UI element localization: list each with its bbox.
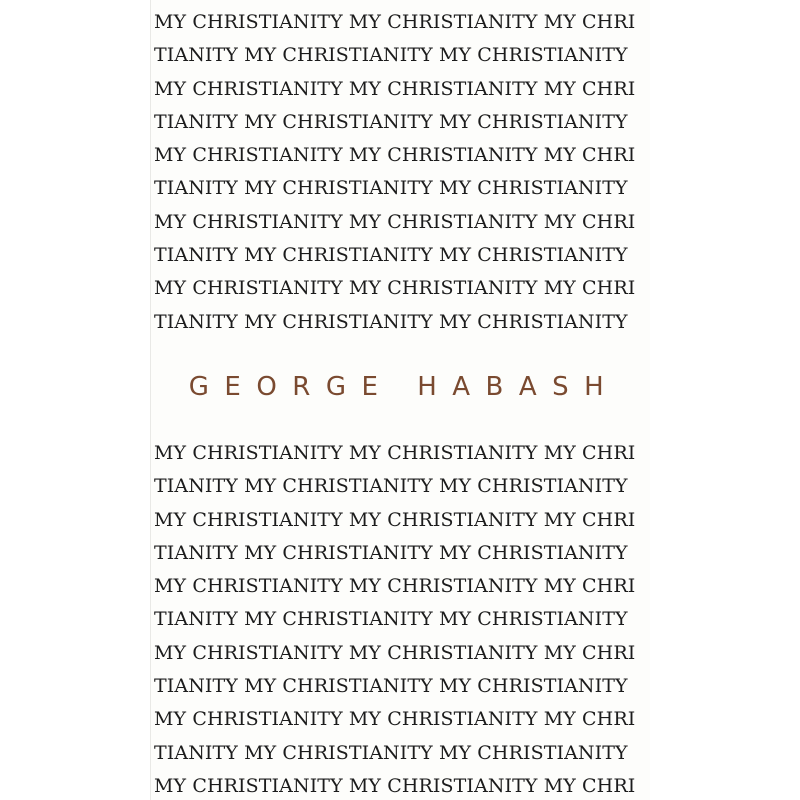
title-pattern-line: MY CHRISTIANITY MY CHRISTIANITY MY CHRI: [154, 508, 636, 531]
title-pattern-line: MY CHRISTIANITY MY CHRISTIANITY MY CHRI: [154, 708, 636, 731]
title-pattern-line: MY CHRISTIANITY MY CHRISTIANITY MY CHRI: [154, 210, 636, 233]
title-pattern-line: MY CHRISTIANITY MY CHRISTIANITY MY CHRI: [154, 77, 636, 100]
title-pattern-line: TIANITY MY CHRISTIANITY MY CHRISTIANITY: [154, 110, 628, 133]
title-pattern-line: MY CHRISTIANITY MY CHRISTIANITY MY CHRI: [154, 144, 636, 167]
title-pattern-top: [154, 6, 650, 339]
title-pattern-line: TIANITY MY CHRISTIANITY MY CHRISTIANITY: [154, 244, 628, 267]
title-pattern-line: TIANITY MY CHRISTIANITY MY CHRISTIANITY: [154, 541, 628, 564]
title-pattern-line: MY CHRISTIANITY MY CHRISTIANITY MY CHRI: [154, 442, 636, 464]
title-pattern-line: MY CHRISTIANITY MY CHRISTIANITY MY CHRI: [154, 641, 636, 664]
author-name: GEORGE HABASH: [188, 372, 620, 402]
title-pattern-line: MY CHRISTIANITY MY CHRISTIANITY MY CHRI: [154, 774, 636, 797]
title-pattern-line: MY CHRISTIANITY MY CHRISTIANITY MY CHRI: [154, 575, 636, 598]
title-pattern-line: TIANITY MY CHRISTIANITY MY CHRISTIANITY: [154, 608, 628, 631]
title-pattern-line: MY CHRISTIANITY MY CHRISTIANITY MY CHRI: [154, 11, 636, 33]
title-pattern-line: TIANITY MY CHRISTIANITY MY CHRISTIANITY: [154, 475, 628, 498]
book-cover: [150, 0, 650, 800]
title-pattern-line: TIANITY MY CHRISTIANITY MY CHRISTIANITY: [154, 741, 628, 764]
title-pattern-line: TIANITY MY CHRISTIANITY MY CHRISTIANITY: [154, 44, 628, 67]
title-pattern-line: TIANITY MY CHRISTIANITY MY CHRISTIANITY: [154, 675, 628, 698]
title-pattern-bottom: [154, 437, 650, 800]
title-pattern-line: TIANITY MY CHRISTIANITY MY CHRISTIANITY: [154, 310, 628, 333]
title-pattern-line: MY CHRISTIANITY MY CHRISTIANITY MY CHRI: [154, 277, 636, 300]
title-pattern-line: TIANITY MY CHRISTIANITY MY CHRISTIANITY: [154, 177, 628, 200]
